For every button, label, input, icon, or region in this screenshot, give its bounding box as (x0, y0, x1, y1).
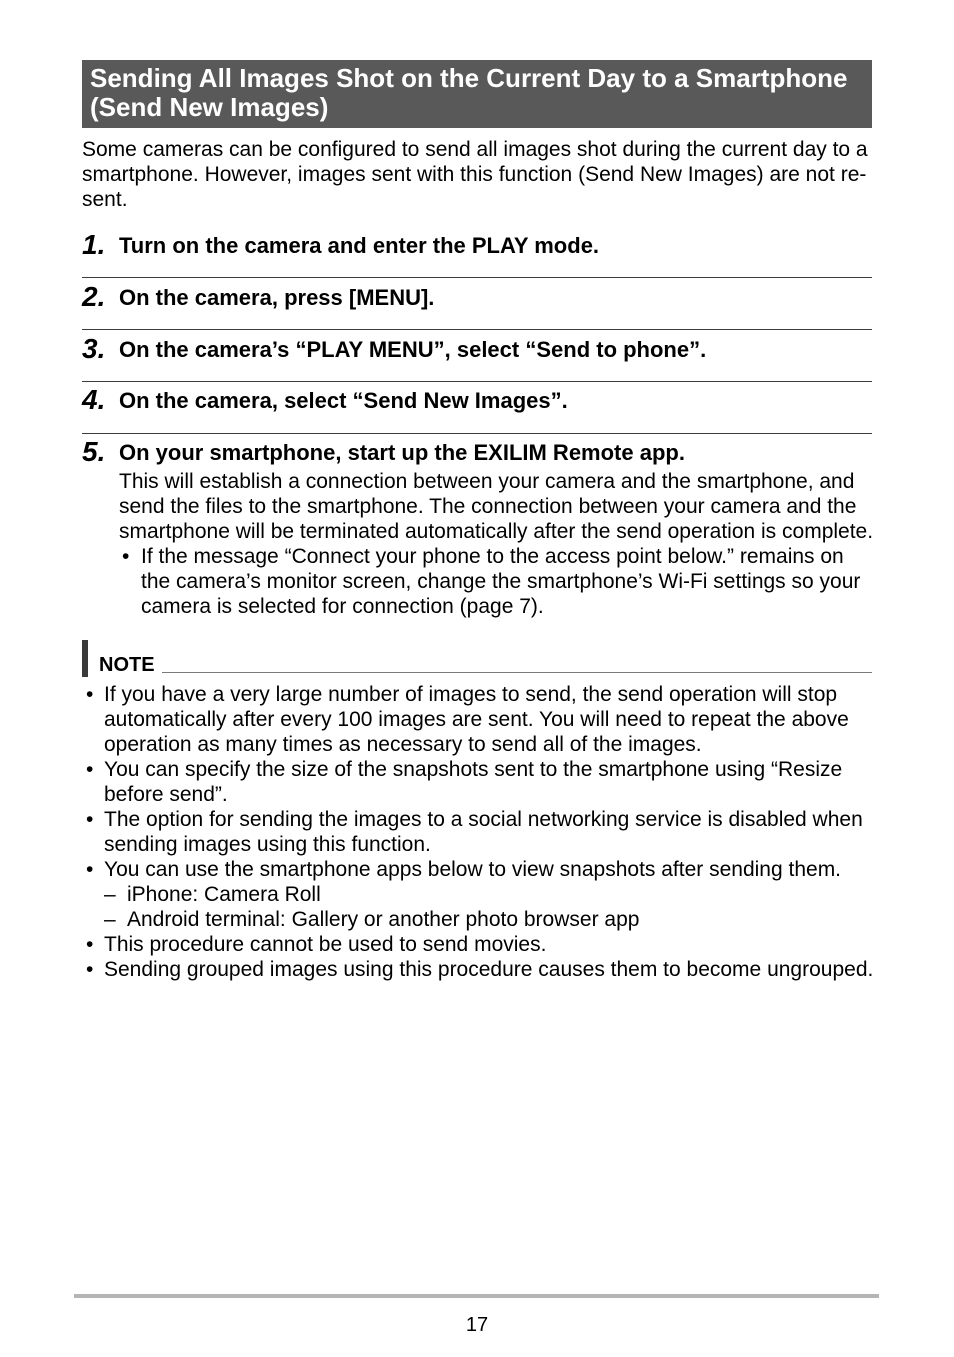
step-divider (82, 277, 872, 278)
step-bullet (119, 544, 872, 569)
bullet-marker: • (86, 858, 94, 881)
note-line: automatically after every 100 images are sent. You will need to repeat the above (104, 708, 849, 731)
dash-marker: – (104, 883, 116, 906)
note-line: You can specify the size of the snapshots sent to the smartphone using “Resize (104, 758, 843, 781)
step-item (82, 384, 872, 415)
bullet-marker: • (122, 545, 130, 568)
note-item (82, 932, 872, 957)
section-title-line: (Send New Images) (90, 92, 329, 122)
note-line: before send”. (104, 783, 228, 806)
page-number: 17 (465, 1314, 489, 1336)
bullet-marker: • (86, 933, 94, 956)
bullet-marker: • (86, 958, 94, 981)
step-item (82, 229, 872, 260)
note-item (82, 957, 872, 982)
note-sub-item (82, 907, 872, 932)
step-title: On the camera, select “Send New Images”. (119, 388, 568, 413)
footer-rule (74, 1294, 879, 1298)
note-rule (162, 672, 872, 673)
intro-line: Some cameras can be configured to send all images shot during the current day to a (82, 138, 868, 161)
step-title: On the camera, press [MENU]. (119, 285, 435, 310)
step-divider (82, 329, 872, 330)
note-item (82, 757, 872, 807)
step-divider (82, 433, 872, 434)
note-item (82, 682, 872, 757)
step-body-line: This will establish a connection between your camera and the smartphone, and (119, 470, 855, 493)
step-title: On the camera’s “PLAY MENU”, select “Send to phone”. (119, 337, 707, 362)
note-bar (82, 640, 88, 677)
intro-paragraph (82, 137, 868, 212)
note-item (82, 857, 872, 932)
intro-line: smartphone. However, images sent with this function (Send New Images) are not re- (82, 163, 867, 186)
intro-line: sent. (82, 188, 128, 211)
note-item (82, 807, 872, 857)
section-title (90, 64, 847, 122)
step-number: 4. (82, 384, 106, 415)
note-line: sending images using this function. (104, 833, 431, 856)
step-bullet-line: the camera’s monitor screen, change the smartphone’s Wi-Fi settings so your (141, 570, 861, 593)
step-number: 5. (82, 436, 106, 467)
note-line: You can use the smartphone apps below to view snapshots after sending them. (104, 858, 842, 881)
step-bullet-line: camera is selected for connection (page 7). (141, 595, 544, 618)
note-label: NOTE (99, 654, 155, 676)
step-item (82, 281, 872, 312)
step-number: 3. (82, 333, 106, 364)
note-list (82, 682, 872, 982)
dash-marker: – (104, 908, 116, 931)
step-body (119, 469, 872, 619)
bullet-marker: • (86, 683, 94, 706)
note-sub-item-text: Android terminal: Gallery or another photo browser app (127, 908, 640, 931)
note-sub-item-text: iPhone: Camera Roll (127, 883, 321, 906)
section-title-line: Sending All Images Shot on the Current Day to a Smartphone (90, 63, 848, 93)
note-line: The option for sending the images to a social networking service is disabled when (104, 808, 863, 831)
step-heading (82, 436, 872, 467)
step-body-line: send the files to the smartphone. The connection between your camera and the (119, 495, 857, 518)
step-body-line: smartphone will be terminated automatically after the send operation is complete. (119, 520, 874, 543)
note-line: Sending grouped images using this procedure causes them to become ungrouped. (104, 958, 874, 981)
bullet-marker: • (86, 808, 94, 831)
step-bullet-line: If the message “Connect your phone to the access point below.” remains on (141, 545, 844, 568)
note-line: operation as many times as necessary to send all of the images. (104, 733, 702, 756)
step-number: 1. (82, 229, 106, 260)
note-sub-item (82, 882, 872, 907)
step-item (82, 333, 872, 364)
step-title: Turn on the camera and enter the PLAY mode. (119, 233, 600, 258)
step-title: On your smartphone, start up the EXILIM Remote app. (119, 440, 685, 465)
step-divider (82, 381, 872, 382)
note-line: If you have a very large number of images to send, the send operation will stop (104, 683, 838, 706)
step-number: 2. (82, 281, 106, 312)
note-line: This procedure cannot be used to send movies. (104, 933, 547, 956)
section-header (82, 60, 872, 128)
bullet-marker: • (86, 758, 94, 781)
